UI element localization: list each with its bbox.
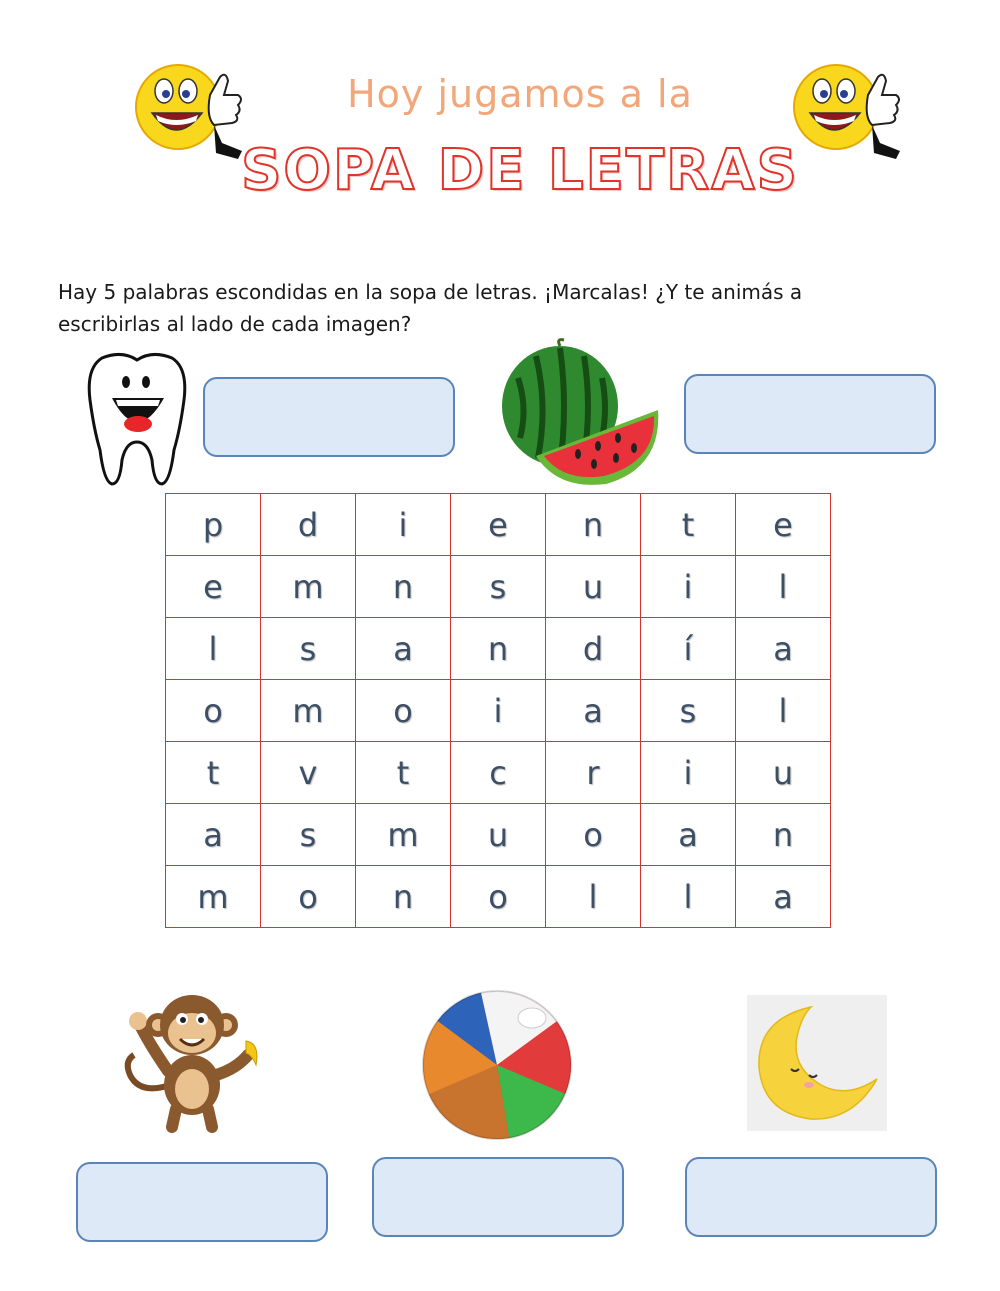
grid-cell[interactable]: e xyxy=(451,494,546,556)
grid-cell[interactable]: n xyxy=(451,618,546,680)
grid-cell[interactable]: m xyxy=(261,680,356,742)
grid-cell[interactable]: m xyxy=(261,556,356,618)
grid-row xyxy=(166,494,831,556)
answer-box-watermelon[interactable] xyxy=(684,374,936,454)
grid-cell[interactable]: p xyxy=(166,494,261,556)
grid-cell[interactable]: s xyxy=(641,680,736,742)
grid-cell[interactable]: u xyxy=(451,804,546,866)
grid-cell[interactable]: l xyxy=(736,556,831,618)
grid-cell[interactable]: v xyxy=(261,742,356,804)
grid-cell[interactable]: i xyxy=(451,680,546,742)
watermelon-icon xyxy=(498,338,663,490)
grid-cell[interactable]: o xyxy=(261,866,356,928)
grid-cell[interactable]: r xyxy=(546,742,641,804)
grid-cell[interactable]: n xyxy=(546,494,641,556)
grid-row xyxy=(166,742,831,804)
grid-cell[interactable]: l xyxy=(641,866,736,928)
instructions-text: Hay 5 palabras escondidas en la sopa de letras. ¡Marcalas! ¿Y te animás a escribirlas al lado de cada imagen? xyxy=(58,280,803,336)
grid-cell[interactable]: í xyxy=(641,618,736,680)
grid-cell[interactable]: i xyxy=(356,494,451,556)
grid-cell[interactable]: m xyxy=(356,804,451,866)
grid-cell[interactable]: s xyxy=(451,556,546,618)
grid-cell[interactable]: l xyxy=(166,618,261,680)
grid-cell[interactable]: e xyxy=(166,556,261,618)
grid-cell[interactable]: i xyxy=(641,556,736,618)
answer-box-moon[interactable] xyxy=(685,1157,937,1237)
grid-cell[interactable]: a xyxy=(736,866,831,928)
grid-cell[interactable]: t xyxy=(641,494,736,556)
grid-cell[interactable]: u xyxy=(736,742,831,804)
grid-cell[interactable]: o xyxy=(451,866,546,928)
grid-cell[interactable]: o xyxy=(546,804,641,866)
grid-cell[interactable]: l xyxy=(736,680,831,742)
grid-cell[interactable]: t xyxy=(356,742,451,804)
monkey-icon xyxy=(120,985,275,1135)
grid-cell[interactable]: a xyxy=(166,804,261,866)
word-search-grid xyxy=(165,493,831,928)
grid-cell[interactable]: o xyxy=(356,680,451,742)
grid-cell[interactable]: a xyxy=(641,804,736,866)
grid-cell[interactable]: d xyxy=(261,494,356,556)
grid-cell[interactable]: i xyxy=(641,742,736,804)
grid-cell[interactable]: n xyxy=(356,866,451,928)
grid-cell[interactable]: u xyxy=(546,556,641,618)
beach-ball-icon xyxy=(420,988,575,1143)
moon-icon xyxy=(747,995,887,1131)
tooth-icon xyxy=(82,350,192,488)
grid-cell[interactable]: d xyxy=(546,618,641,680)
grid-cell[interactable]: a xyxy=(356,618,451,680)
grid-cell[interactable]: o xyxy=(166,680,261,742)
page-subtitle: Hoy jugamos a la xyxy=(347,72,693,116)
grid-cell[interactable]: n xyxy=(736,804,831,866)
grid-cell[interactable]: t xyxy=(166,742,261,804)
answer-box-tooth[interactable] xyxy=(203,377,455,457)
grid-cell[interactable]: m xyxy=(166,866,261,928)
grid-cell[interactable]: a xyxy=(736,618,831,680)
grid-row xyxy=(166,680,831,742)
grid-cell[interactable]: s xyxy=(261,618,356,680)
grid-cell[interactable]: c xyxy=(451,742,546,804)
page-title: SOPA DE LETRAS xyxy=(241,138,799,203)
grid-cell[interactable]: l xyxy=(546,866,641,928)
grid-row xyxy=(166,866,831,928)
grid-cell[interactable]: s xyxy=(261,804,356,866)
grid-cell[interactable]: a xyxy=(546,680,641,742)
grid-row xyxy=(166,556,831,618)
grid-row xyxy=(166,618,831,680)
grid-cell[interactable]: n xyxy=(356,556,451,618)
grid-row xyxy=(166,804,831,866)
answer-box-ball[interactable] xyxy=(372,1157,624,1237)
answer-box-monkey[interactable] xyxy=(76,1162,328,1242)
grid-cell[interactable]: e xyxy=(736,494,831,556)
